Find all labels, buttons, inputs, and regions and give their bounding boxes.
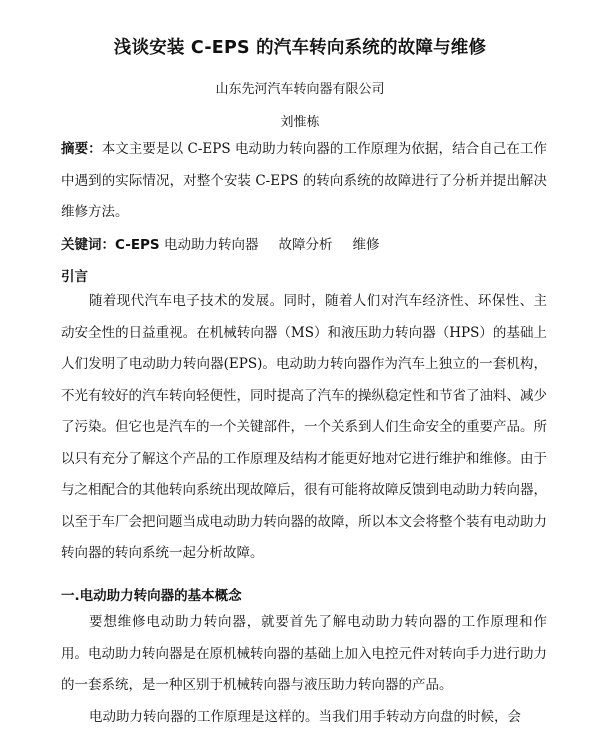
abstract-paragraph — [61, 134, 547, 229]
keywords-line — [61, 233, 379, 253]
paper-title: 浅谈安装 C-EPS 的汽车转向系统的故障与维修 — [113, 38, 487, 58]
section-1-paragraph-continued: 电动助力转向器的工作原理是这样的。当我们用手转动方向盘的时候，会 — [89, 709, 521, 725]
keyword-item: 维修 — [352, 237, 380, 253]
intro-paragraph: 随着现代汽车电子技术的发展。同时，随着人们对汽车经济性、环保性、主动安全性的日益重视。在机械转向器（MS）和液压助力转向器（HPS）的基础上人们发明了电动助力转向器(EPS)。电动助力转向器作为汽车上独立的一套机构，不光有较好的汽车转向轻便性，同时提高了汽车的操纵稳定性和节省了油料、减少了污染。但它也是汽车的一个关键部件，一个关系到人们生命安全的重要产品。所以只有充分了解这个产品的工作原理及结构才能更好地对它进行维护和维修。由于与之相配合的其他转向系统出现故障后，很有可能将故障反馈到电动助力转向器，以至于车厂会把问题当成电动助力转向器的故障，所以本文会将整个装有电动助力转向器的转向系统一起分析故障。 — [61, 293, 547, 561]
author-name: 刘惟栋 — [280, 115, 320, 130]
author-affiliation: 山东先河汽车转向器有限公司 — [215, 82, 385, 97]
section-1-heading: 一.电动助力转向器的基本概念 — [61, 588, 242, 604]
abstract-text: 本文主要是以 C-EPS 电动助力转向器的工作原理为依据，结合自己在工作中遇到的实际情况，对整个安装 C-EPS 的转向系统的故障进行了分析并提出解决维修方法。 — [61, 141, 547, 220]
abstract-label: 摘要： — [61, 141, 102, 157]
intro-heading: 引言 — [61, 269, 88, 285]
keyword-item: 故障分析 — [278, 237, 333, 253]
keywords-label: 关键词：C-EPS — [61, 237, 160, 253]
keyword-item: 电动助力转向器 — [163, 237, 259, 253]
section-1-paragraph: 要想维修电动助力转向器，就要首先了解电动助力转向器的工作原理和作用。电动助力转向器是在原机械转向器的基础上加入电控元件对转向手力进行助力的一套系统，是一种区别于机械转向器与液压助力转向器的产品。 — [61, 614, 547, 693]
